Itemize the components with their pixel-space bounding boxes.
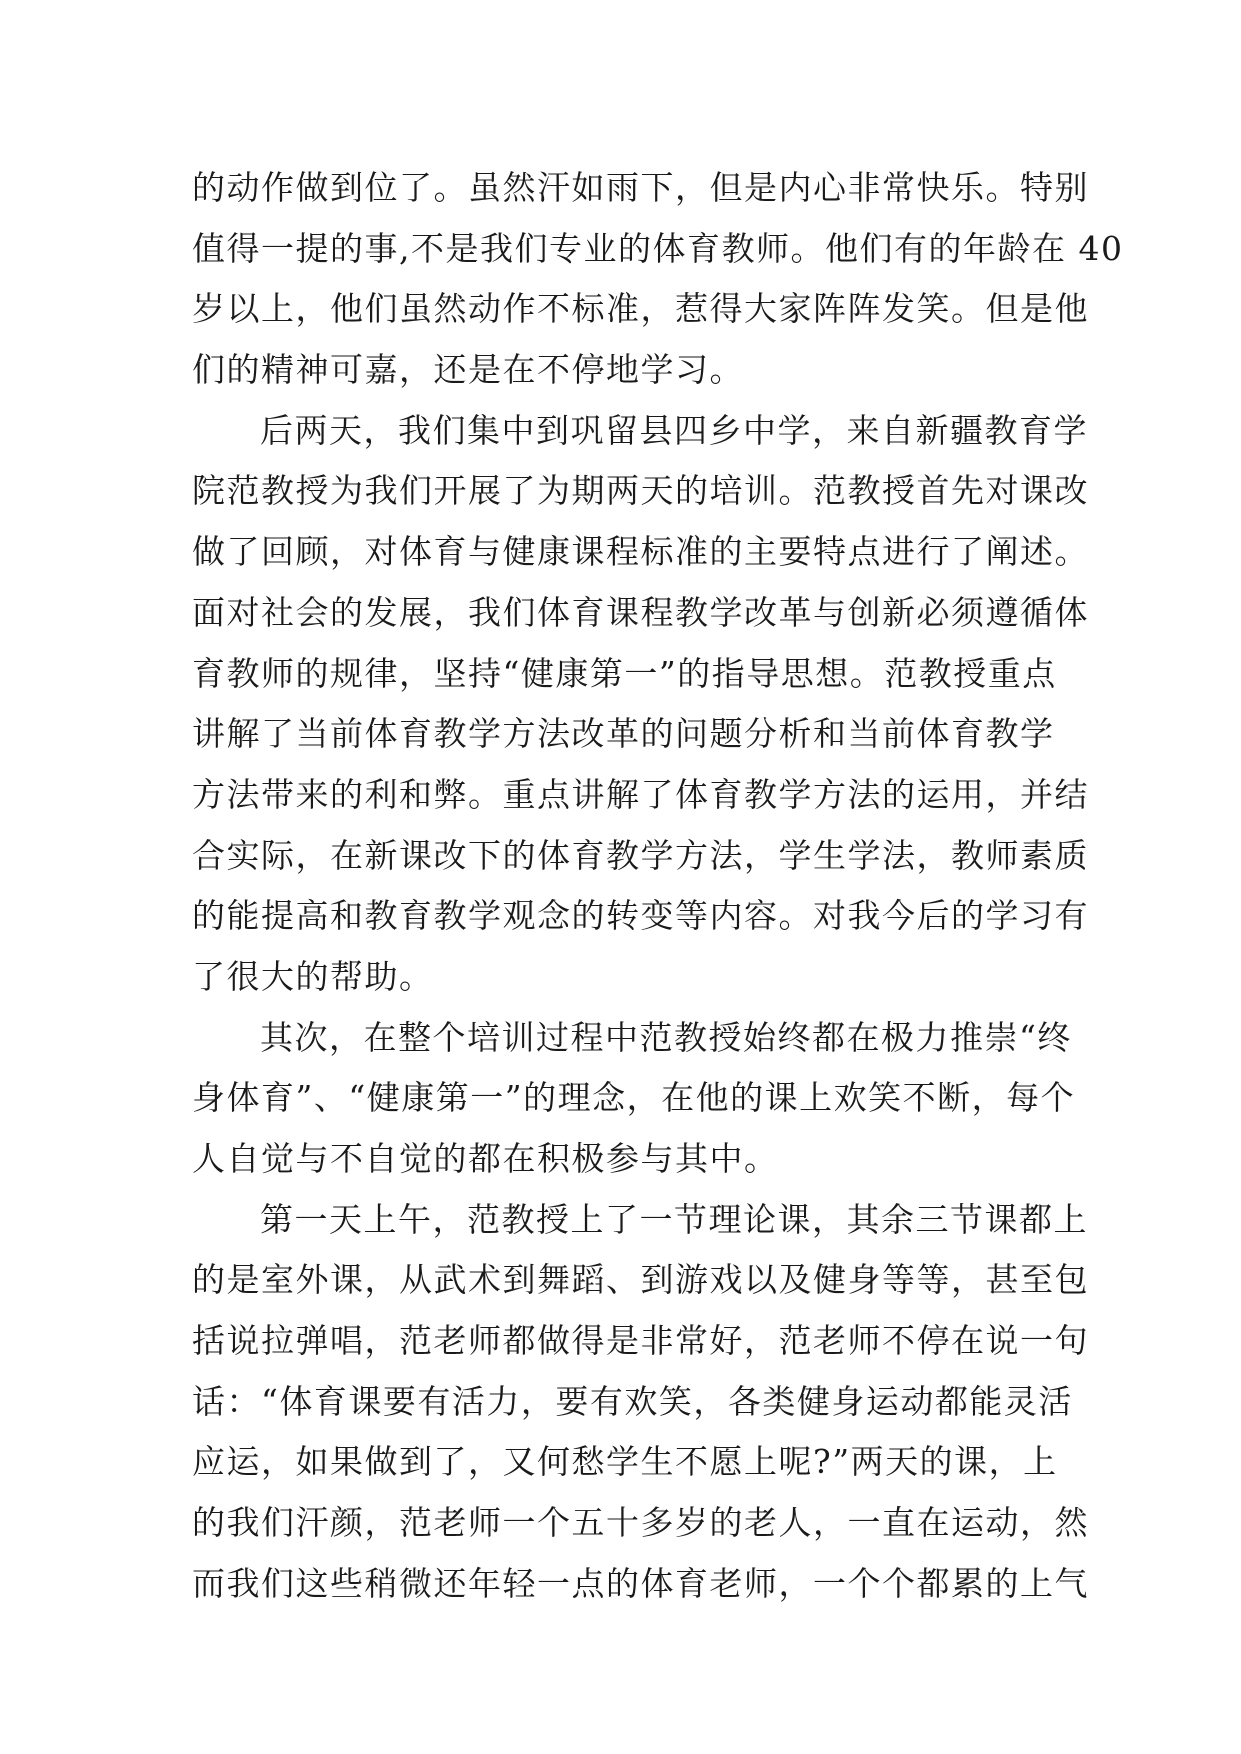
text-line: 人自觉与不自觉的都在积极参与其中。 — [192, 1139, 779, 1178]
text-line: 第一天上午，范教授上了一节理论课，其余三节课都上 — [260, 1199, 1088, 1239]
text-line: 话：“体育课要有活力，要有欢笑，各类健身运动都能灵活 — [192, 1381, 1073, 1421]
document-body — [192, 158, 1124, 1615]
text-line: 讲解了当前体育教学方法改革的问题分析和当前体育教学 — [192, 714, 1055, 754]
text-line: 的是室外课，从武术到舞蹈、到游戏以及健身等等，甚至包 — [192, 1260, 1089, 1300]
text-line: 的能提高和教育教学观念的转变等内容。对我今后的学习有 — [192, 896, 1089, 936]
text-line: 面对社会的发展，我们体育课程教学改革与创新必须遵循体 — [192, 592, 1089, 632]
text-line: 做了回顾，对体育与健康课程标准的主要特点进行了阐述。 — [192, 532, 1089, 572]
text-line: 合实际，在新课改下的体育教学方法，学生学法，教师素质 — [192, 835, 1089, 875]
text-line: 们的精神可嘉，还是在不停地学习。 — [192, 350, 744, 390]
text-line: 而我们这些稍微还年轻一点的体育老师，一个个都累的上气 — [192, 1563, 1089, 1603]
text-line: 的动作做到位了。虽然汗如雨下，但是内心非常快乐。特别 — [192, 168, 1089, 207]
text-line: 方法带来的利和弊。重点讲解了体育教学方法的运用，并结 — [192, 774, 1089, 814]
text-line: 其次，在整个培训过程中范教授始终都在极力推崇“终 — [260, 1017, 1072, 1057]
text-line: 的我们汗颜，范老师一个五十多岁的老人，一直在运动，然 — [192, 1503, 1089, 1543]
text-line: 院范教授为我们开展了为期两天的培训。范教授首先对课改 — [192, 471, 1089, 511]
text-line: 身体育”、“健康第一”的理念，在他的课上欢笑不断，每个 — [192, 1078, 1076, 1118]
text-line: 应运，如果做到了，又何愁学生不愿上呢?”两天的课，上 — [192, 1442, 1058, 1482]
text-line: 了很大的帮助。 — [192, 956, 434, 996]
text-line: 岁以上，他们虽然动作不标准，惹得大家阵阵发笑。但是他 — [192, 289, 1089, 329]
text-line: 育教师的规律，坚持“健康第一”的指导思想。范教授重点 — [192, 653, 1057, 693]
text-line: 值得一提的事,不是我们专业的体育教师。他们有的年龄在 40 — [192, 228, 1124, 268]
text-line: 括说拉弹唱，范老师都做得是非常好，范老师不停在说一句 — [192, 1321, 1089, 1361]
text-line: 后两天，我们集中到巩留县四乡中学，来自新疆教育学 — [260, 410, 1088, 450]
